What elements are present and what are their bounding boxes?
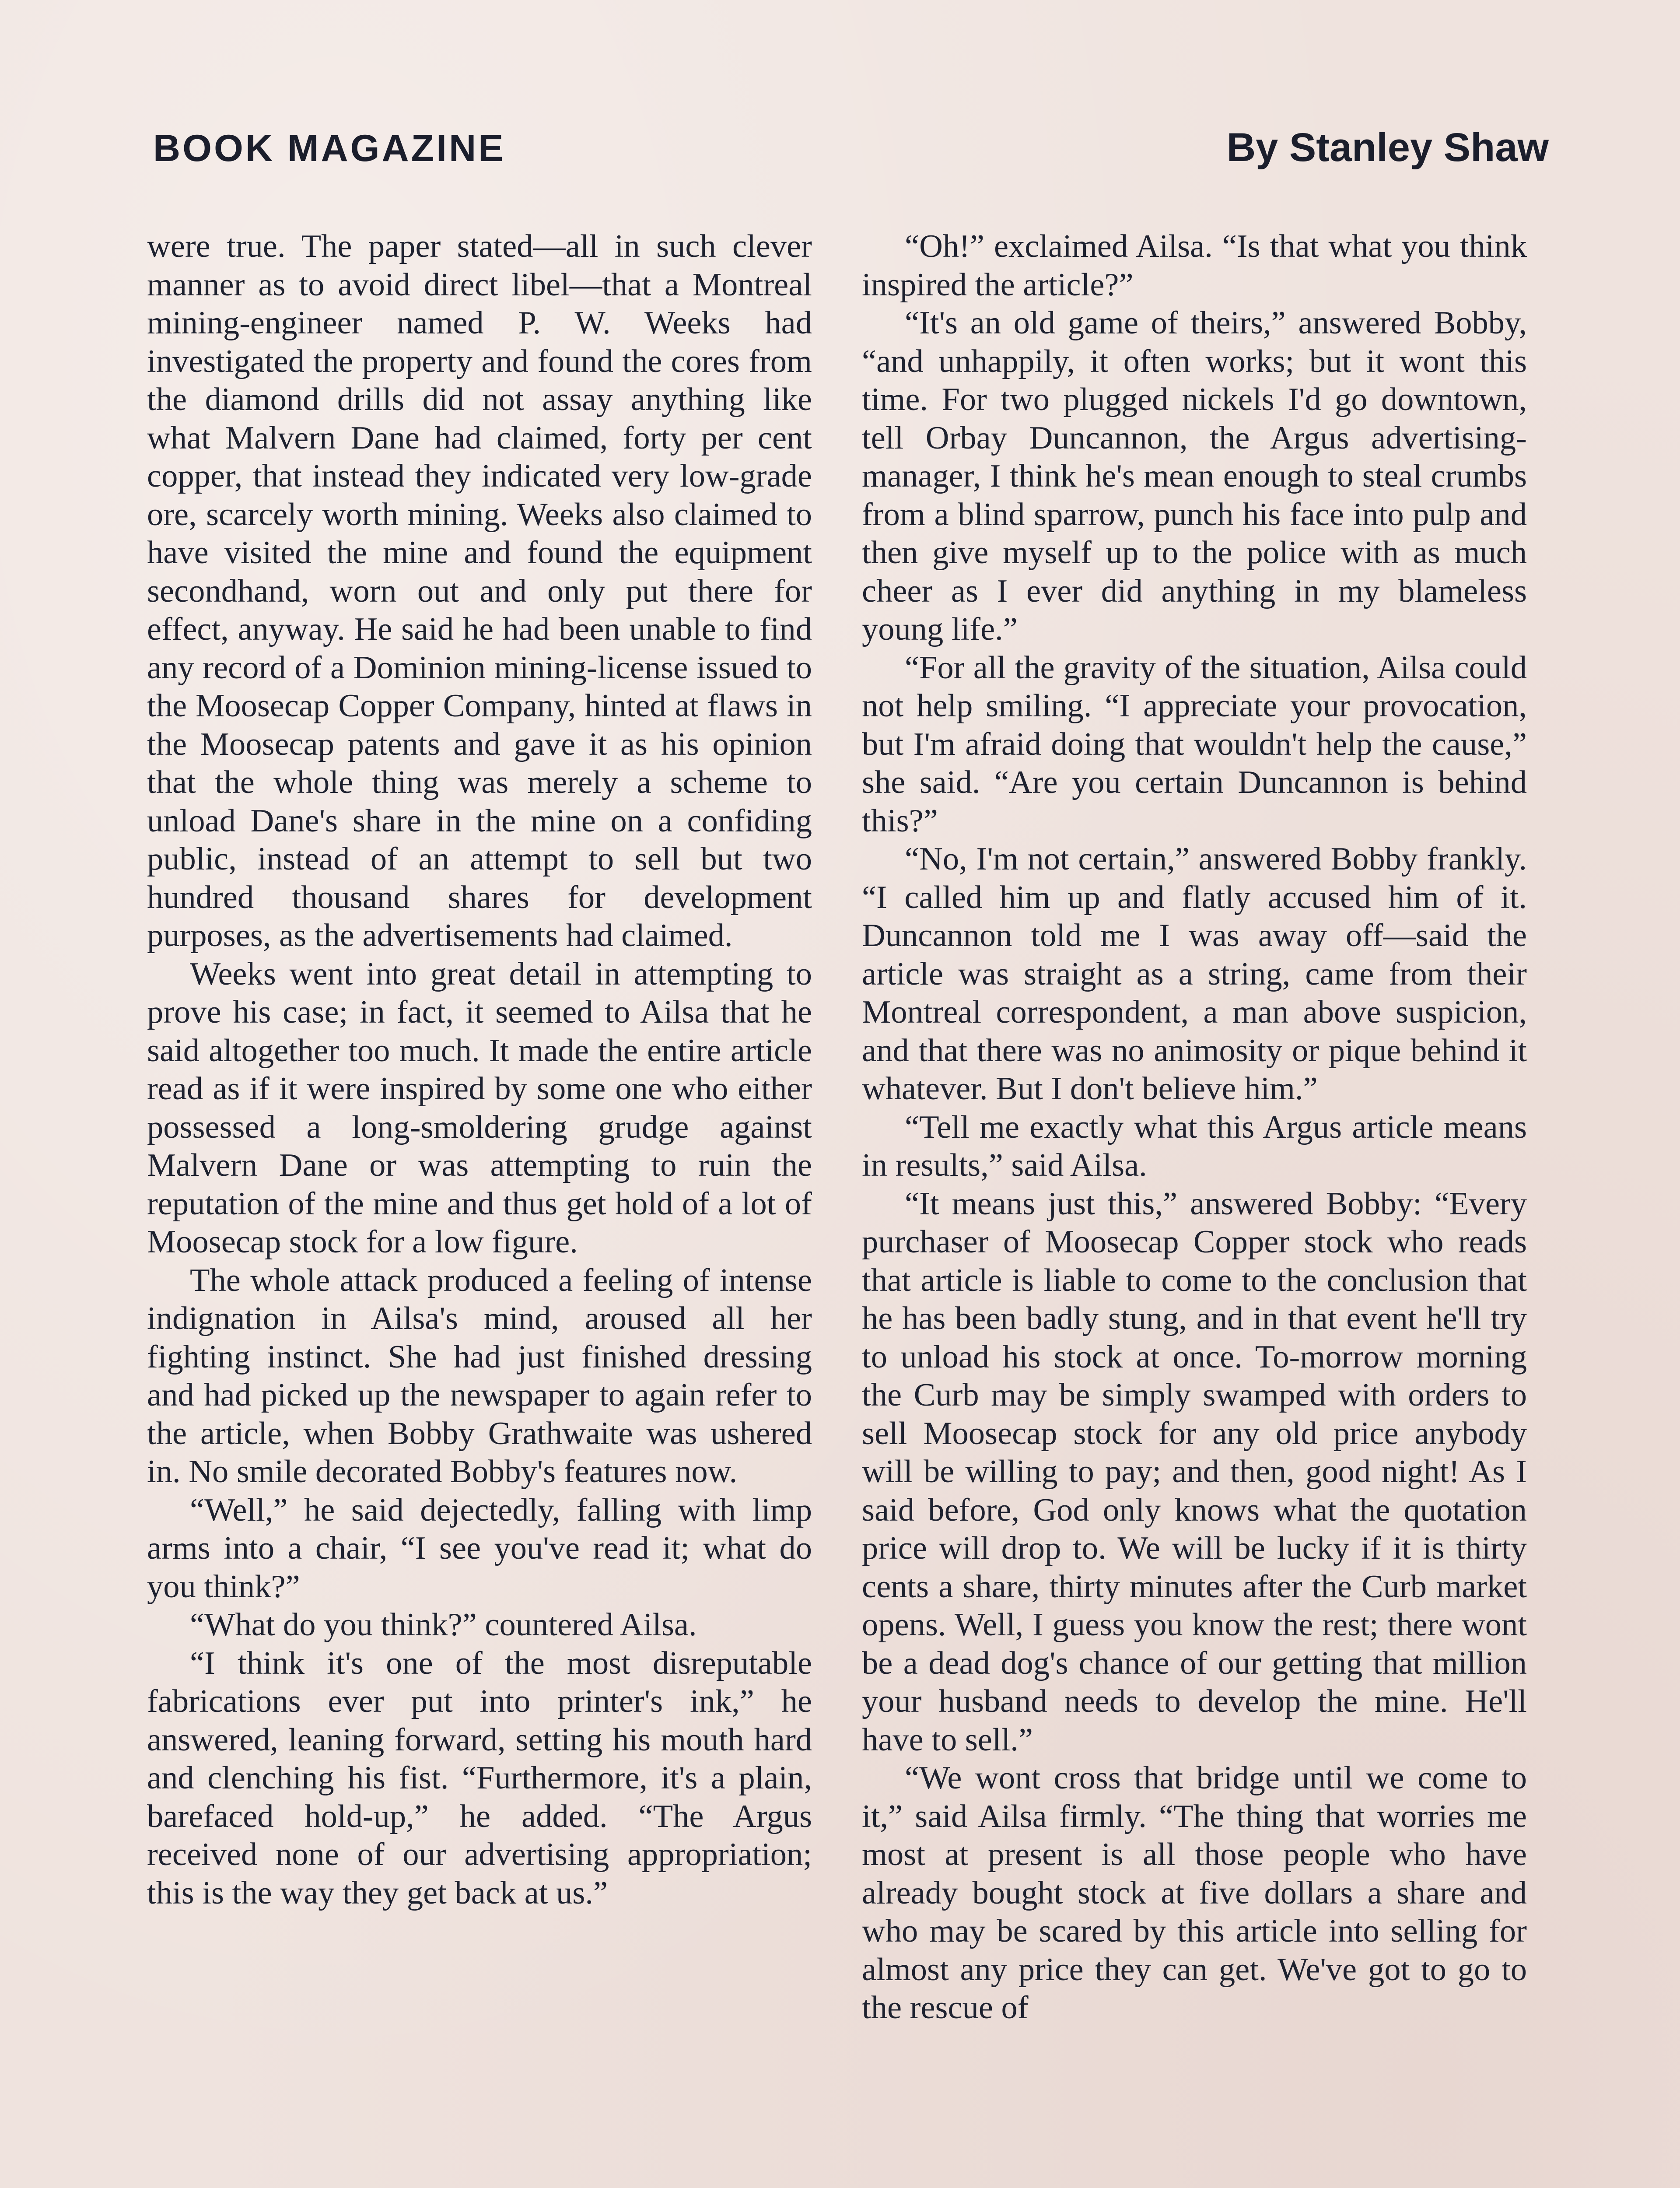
paragraph: “We wont cross that bridge until we come to it,” said Ailsa firmly. “The thing that worries me most at present is all those people who have already bought stock at five dollars a share and who may be scared by this article into selling for almost any price they can get. We've got to go to the rescue of [862, 1760, 1527, 2026]
right-column [862, 228, 1527, 2027]
paragraph: “Tell me exactly what this Argus article means in results,” said Ailsa. [862, 1109, 1527, 1183]
paragraph: “What do you think?” countered Ailsa. [190, 1607, 697, 1643]
paragraph: “No, I'm not certain,” answered Bobby frankly. “I called him up and flatly accused him of it. Duncannon told me I was away off—said the article was straight as a string, came from their Montreal correspondent, a man above suspicion, and that there was no animosity or pique behind it whatever. But I don't believe him.” [862, 841, 1527, 1107]
paragraph: “I think it's one of the most disreputable fabrications ever put into printer's ink,” he answered, leaning forward, setting his mouth hard and clenching his fist. “Furthermore, it's a plain, barefaced hold-up,” he added. “The Argus received none of our advertising appropriation; this is the way they get back at us.” [147, 1645, 812, 1911]
paragraph: “Oh!” exclaimed Ailsa. “Is that what you think inspired the article?” [862, 228, 1527, 303]
paragraph: “It's an old game of theirs,” answered Bobby, “and unhappily, it often works; but it wont this time. For two plugged nickels I'd go downtown, tell Orbay Duncannon, the Argus advertising-manager, I think he's mean enough to steal crumbs from a blind sparrow, punch his face into pulp and then give myself up to the police with as much cheer as I ever did anything in my blameless young life.” [862, 305, 1527, 647]
paragraph: Weeks went into great detail in attempting to prove his case; in fact, it seemed to Ailsa that he said altogether too much. It made the entire article read as if it were inspired by some one who either possessed a long-smoldering grudge against Malvern Dane or was attempting to ruin the reputation of the mine and thus get hold of a lot of Moosecap stock for a low figure. [147, 956, 812, 1260]
publication-name: BOOK MAGAZINE [153, 127, 506, 169]
left-column [147, 228, 812, 1912]
paragraph: “Well,” he said dejectedly, falling with limp arms into a chair, “I see you've read it; what do you think?” [147, 1492, 812, 1605]
paragraph: The whole attack produced a feeling of intense indignation in Ailsa's mind, aroused all her fighting instinct. She had just finished dressing and had picked up the newspaper to again refer to the article, when Bobby Grathwaite was ushered in. No smile decorated Bobby's features now. [147, 1262, 812, 1490]
author-byline: By Stanley Shaw [1226, 125, 1549, 170]
paragraph: “For all the gravity of the situation, Ailsa could not help smiling. “I appreciate your provocation, but I'm afraid doing that wouldn't help the cause,” she said. “Are you certain Duncannon is behind this?” [862, 649, 1527, 839]
paragraph: “It means just this,” answered Bobby: “Every purchaser of Moosecap Copper stock who reads that article is liable to come to the conclusion that he has been badly stung, and in that event he'll try to unload his stock at once. To-morrow morning the Curb may be simply swamped with orders to sell Moosecap stock for any old price anybody will be willing to pay; and then, good night! As I said before, God only knows what the quotation price will drop to. We will be lucky if it is thirty cents a share, thirty minutes after the Curb market opens. Well, I guess you know the rest; there wont be a dead dog's chance of our getting that million your husband needs to develop the mine. He'll have to sell.” [862, 1185, 1527, 1758]
paragraph: were true. The paper stated—all in such clever manner as to avoid direct libel—that a Montreal mining-engineer named P. W. Weeks had investigated the property and found the cores from the diamond drills did not assay anything like what Malvern Dane had claimed, forty per cent copper, that instead they indicated very low-grade ore, scarcely worth mining. Weeks also claimed to have visited the mine and found the equipment secondhand, worn out and only put there for effect, anyway. He said he had been unable to find any record of a Dominion mining-license issued to the Moosecap Copper Company, hinted at flaws in the Moosecap patents and gave it as his opinion that the whole thing was merely a scheme to unload Dane's share in the mine on a confiding public, instead of an attempt to sell but two hundred thousand shares for development purposes, as the advertisements had claimed. [147, 228, 812, 954]
